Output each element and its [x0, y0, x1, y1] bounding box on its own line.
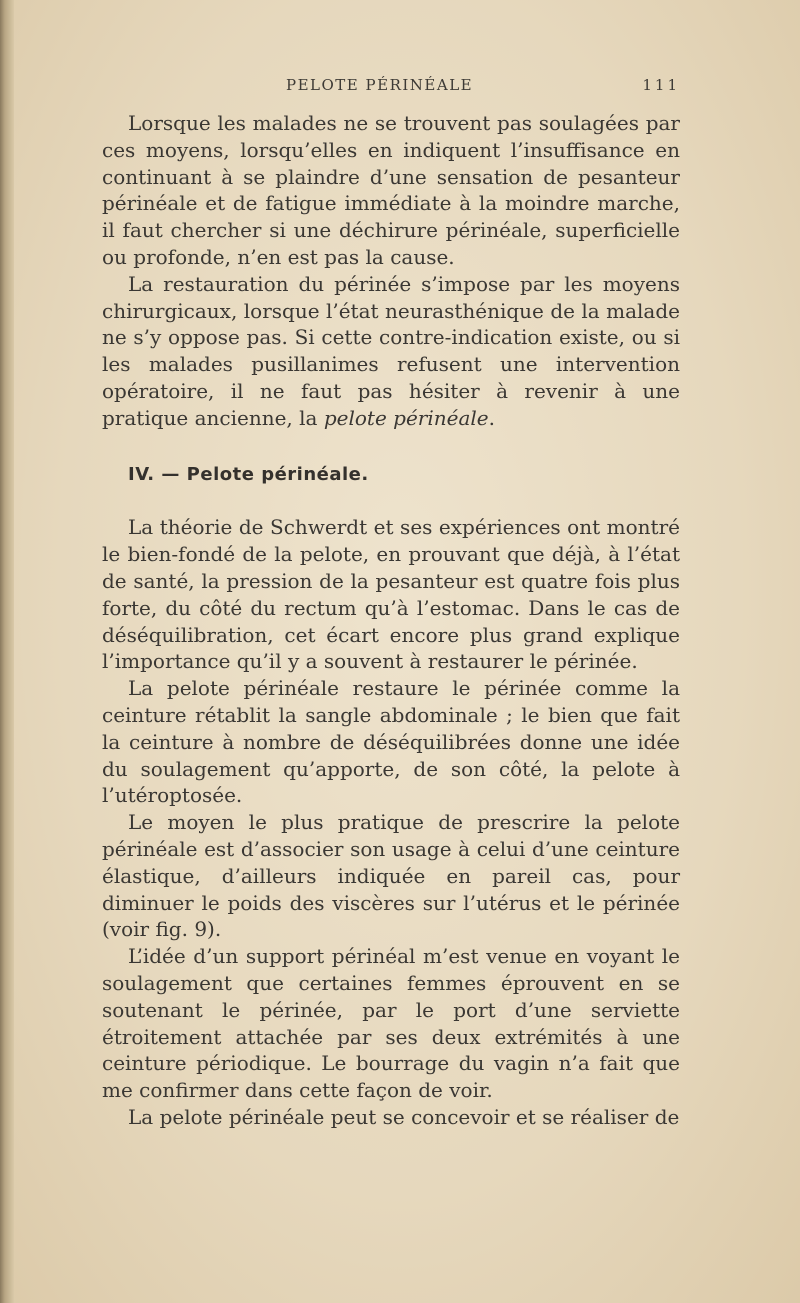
page-number: 111 [642, 76, 680, 94]
paragraph-5: Le moyen le plus pratique de prescrire la pelote périnéale est d’associer son usage à celui d’une ceinture élastique, d’ailleurs indiquée en pareil cas, pour diminuer le poids des viscères sur l’utérus et le périnée (voir fig. 9). [102, 810, 680, 942]
running-title: PELOTE PÉRINÉALE [286, 76, 474, 94]
paragraph-1: Lorsque les malades ne se trouvent pas soulagées par ces moyens, lorsqu’elles en indiquent l’insuffisance en continuant à se plaindre d’une sensation de pesanteur périnéale et de fatigue immédiate à la moindre marche, il faut chercher si une déchirure périnéale, superficielle ou profonde, n’en est pas la cause. [102, 111, 680, 269]
paragraph-2-italic: pelote périnéale [323, 405, 489, 430]
paragraph-3: La théorie de Schwerdt et ses expériences ont montré le bien-fondé de la pelote, en prouvant que déjà, à l’état de santé, la pression de la pesanteur est quatre fois plus forte, du côté du rectum qu’à l’estomac. Dans le cas de déséquilibration, cet écart encore plus grand explique l’importance qu’il y a souvent à restaurer le périnée. [102, 515, 680, 674]
paragraph-2-text: La restauration du périnée s’impose par les moyens chirurgicaux, lorsque l’état neurasthénique de la malade ne s’y oppose pas. Si cette contre-indication existe, ou si les malades pusillanimes refusent une intervention opératoire, il ne faut pas hésiter à revenir à une pratique ancienne, la [102, 271, 680, 430]
page-binding-edge [0, 0, 14, 1303]
paragraph-2 [102, 271, 680, 432]
paragraph-4: La pelote périnéale restaure le périnée comme la ceinture rétablit la sangle abdominale ; le bien que fait la ceinture à nombre de déséquilibrées donne une idée du soulagement qu’apporte, de son côté, la pelote à l’utéroptosée. [102, 676, 680, 808]
paragraph-2-end: . [488, 405, 495, 430]
paragraph-7: La pelote périnéale peut se concevoir et se réaliser de [128, 1104, 680, 1129]
paragraph-6: L’idée d’un support périnéal m’est venue en voyant le soulagement que certaines femmes éprouvent en se soutenant le périnée, par le port d’une serviette étroitement attachée par ses deux extrémités à une ceinture périodique. Le bourrage du vagin n’a fait que me confirmer dans cette façon de voir. [102, 944, 680, 1103]
body-text [102, 110, 680, 1131]
section-heading: IV. — Pelote périnéale. [128, 463, 369, 485]
running-head [100, 76, 680, 100]
